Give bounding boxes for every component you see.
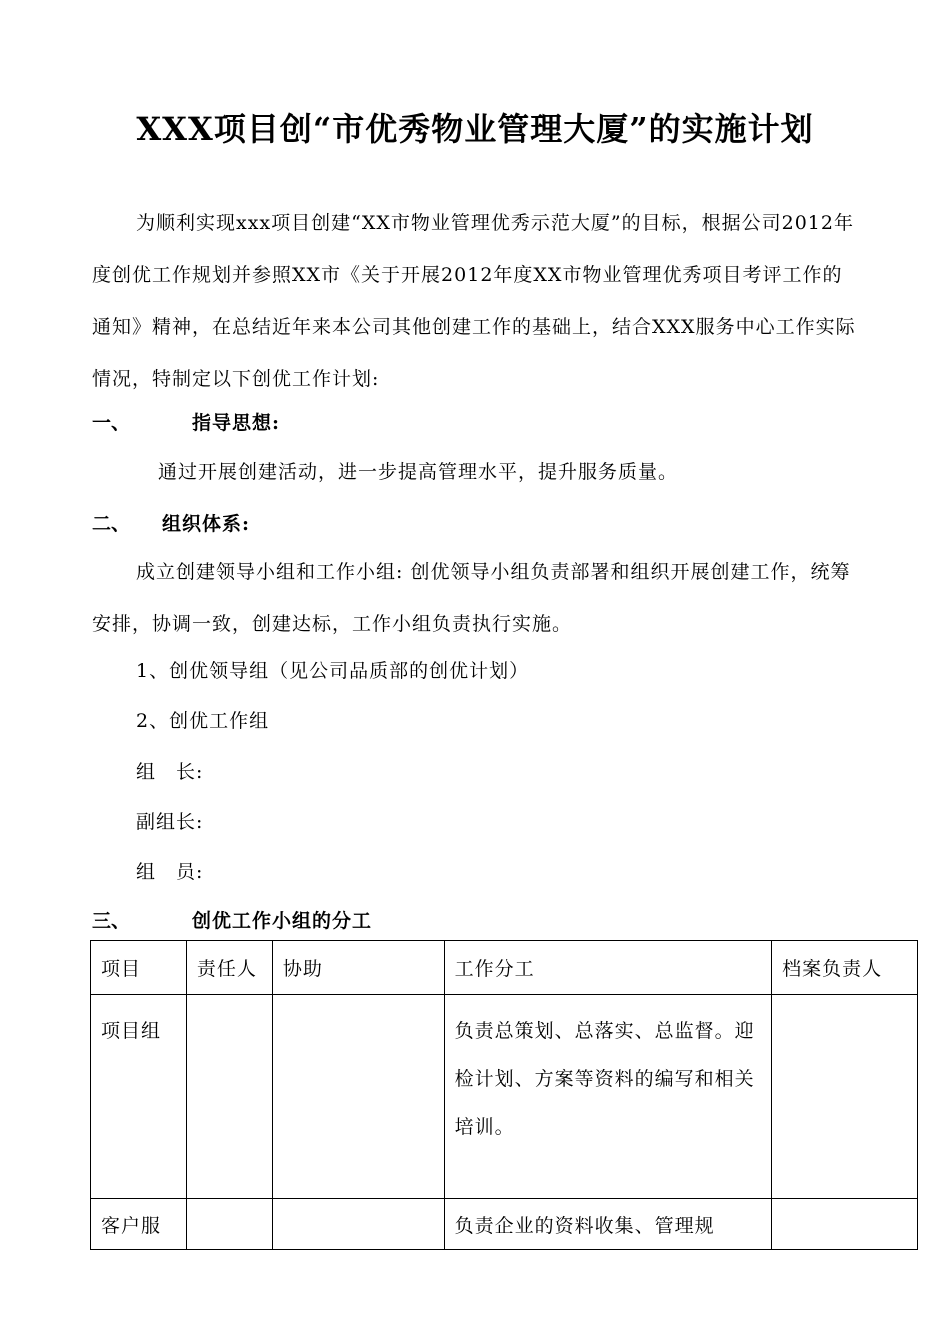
table-cell: 负责总策划、总落实、总监督。迎检计划、方案等资料的编写和相关培训。 xyxy=(444,995,772,1199)
org-item-work-group: 2、创优工作组 xyxy=(136,710,270,732)
table-cell: 项目组 xyxy=(91,995,187,1199)
section-1-number: 一、 xyxy=(92,412,131,434)
section-2-number: 二、 xyxy=(92,513,131,535)
table-cell xyxy=(772,995,918,1199)
table-cell: 客户服 xyxy=(91,1199,187,1250)
org-item-leader-group: 1、创优领导组（见公司品质部的创优计划） xyxy=(136,660,530,682)
table-header-row xyxy=(91,941,918,995)
org-description: 成立创建领导小组和工作小组: 创优领导小组负责部署和组织开展创建工作，统筹安排，协调一致，创建达标，工作小组负责执行实施。 xyxy=(92,561,851,635)
table-cell: 负责企业的资料收集、管理规 xyxy=(444,1199,772,1250)
section-2-heading: 组织体系: xyxy=(162,513,251,535)
header-cell-archive-owner: 档案负责人 xyxy=(772,941,918,995)
table-cell xyxy=(272,995,444,1199)
table-cell xyxy=(186,995,272,1199)
guideline-text: 通过开展创建活动，进一步提高管理水平，提升服务质量。 xyxy=(158,461,679,483)
header-cell-assist: 协助 xyxy=(272,941,444,995)
section-3-number: 三、 xyxy=(92,910,131,932)
table-row xyxy=(91,1199,918,1250)
header-cell-responsible: 责任人 xyxy=(186,941,272,995)
section-1-heading: 指导思想: xyxy=(192,412,281,434)
document-title: XXX项目创“市优秀物业管理大厦”的实施计划 xyxy=(136,110,814,148)
section-3-heading: 创优工作小组的分工 xyxy=(192,910,373,932)
division-table xyxy=(90,940,918,1250)
table-cell xyxy=(772,1199,918,1250)
header-cell-item: 项目 xyxy=(91,941,187,995)
org-item-deputy-leader: 副组长: xyxy=(136,811,204,833)
table-cell xyxy=(186,1199,272,1250)
header-cell-division: 工作分工 xyxy=(444,941,772,995)
org-item-members: 组 员: xyxy=(136,861,204,883)
table-row xyxy=(91,995,918,1199)
table-cell xyxy=(272,1199,444,1250)
intro-paragraph: 为顺利实现xxx项目创建“XX市物业管理优秀示范大厦”的目标，根据公司2012年度创优工作规划并参照XX市《关于开展2012年度XX市物业管理优秀项目考评工作的通知》精神，在总结近年来本公司其他创建工作的基础上，结合XXX服务中心工作实际情况，特制定以下创优工作计划: xyxy=(92,212,856,390)
org-item-leader: 组 长: xyxy=(136,761,204,783)
